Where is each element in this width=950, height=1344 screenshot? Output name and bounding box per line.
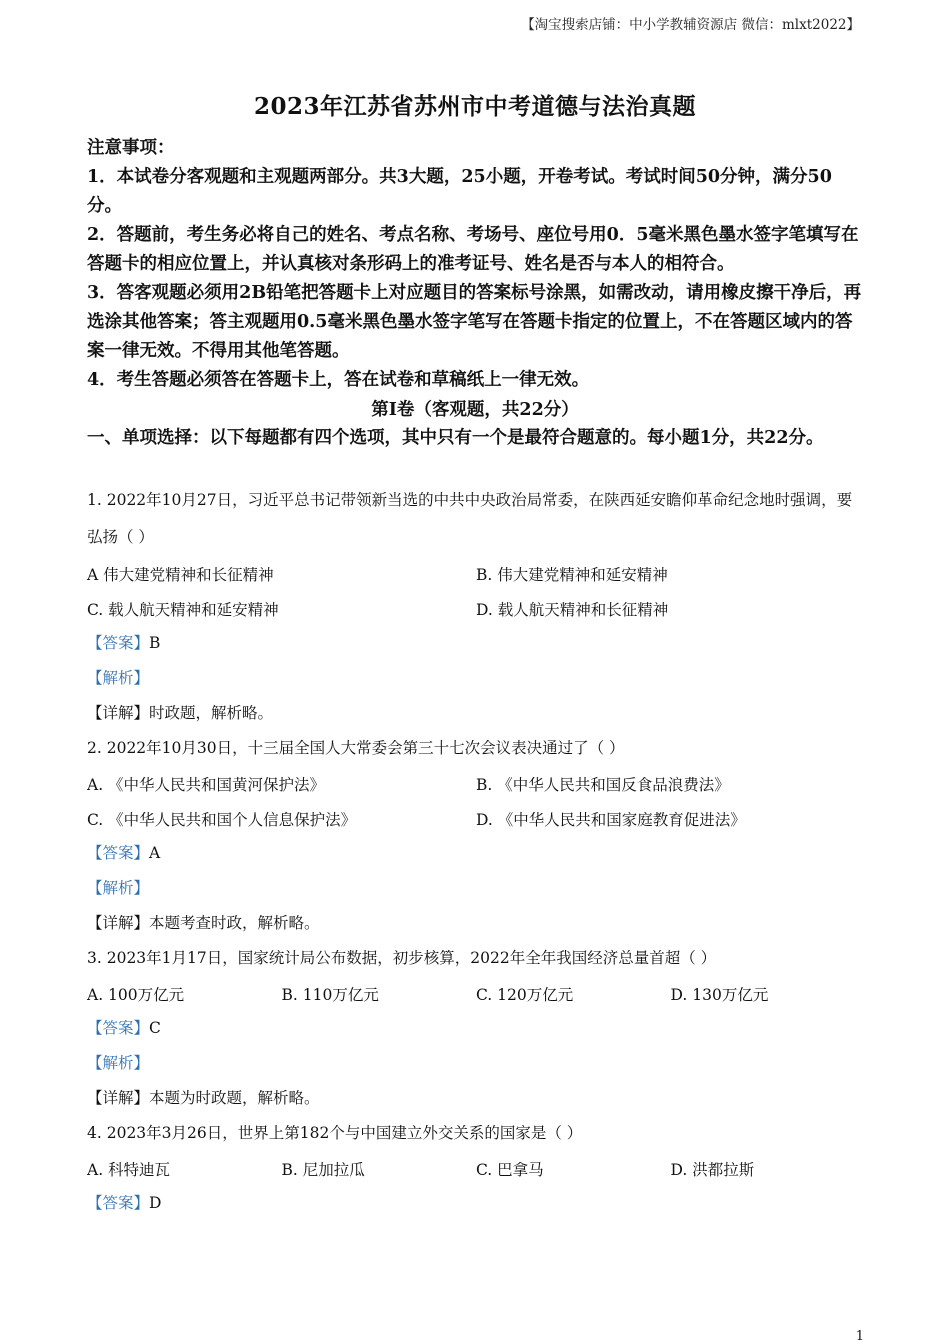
analysis-tag: 【解析】 — [87, 879, 150, 897]
answer-line — [87, 836, 865, 871]
answer-value: C — [149, 1019, 161, 1037]
answer-tag: 【答案】 — [87, 1019, 150, 1037]
analysis-line — [87, 661, 865, 696]
option: C. 载人航天精神和延安精神 — [87, 600, 279, 619]
option: B. 110万亿元 — [281, 985, 379, 1004]
notice-item: 1．本试卷分客观题和主观题两部分。共3大题，25小题，开卷考试。考试时间50分钟，满分50分。 — [87, 167, 832, 216]
option: D. 载人航天精神和长征精神 — [476, 600, 669, 619]
question-stem: 4. 2023年3月26日，世界上第182个与中国建立外交关系的国家是（ ） — [87, 1124, 583, 1142]
page-number: 1 — [855, 1329, 864, 1344]
answer-value: D — [149, 1194, 162, 1212]
analysis-line — [87, 1046, 865, 1081]
analysis-line — [87, 871, 865, 906]
option: C. 120万亿元 — [476, 985, 574, 1004]
option: D. 130万亿元 — [670, 985, 769, 1004]
answer-value: A — [149, 844, 161, 862]
option: A. 100万亿元 — [87, 985, 185, 1004]
detail-tag: 【详解】 — [87, 1089, 150, 1107]
detail-line — [87, 696, 865, 731]
option-row — [87, 766, 865, 801]
detail-text: 本题为时政题，解析略。 — [149, 1089, 320, 1107]
option-row — [87, 1151, 865, 1186]
detail-text: 时政题，解析略。 — [149, 704, 274, 722]
analysis-tag: 【解析】 — [87, 669, 150, 687]
option: B. 伟大建党精神和延安精神 — [476, 565, 668, 584]
answer-tag: 【答案】 — [87, 634, 150, 652]
option: D. 洪都拉斯 — [670, 1160, 755, 1179]
option: C. 巴拿马 — [476, 1160, 544, 1179]
option: B. 《中华人民共和国反食品浪费法》 — [476, 775, 730, 794]
section-title: 第Ⅰ卷（客观题，共22分） — [371, 400, 579, 420]
answer-line — [87, 626, 865, 661]
option-row — [87, 976, 865, 1011]
option-row — [87, 801, 865, 836]
detail-text: 本题考查时政，解析略。 — [149, 914, 320, 932]
option-row — [87, 556, 865, 591]
option: A 伟大建党精神和长征精神 — [87, 565, 274, 584]
questions — [87, 482, 865, 1221]
option: D. 《中华人民共和国家庭教育促进法》 — [476, 810, 746, 829]
notice-item: 2．答题前，考生务必将自己的姓名、考点名称、考场号、座位号用0．5毫米黑色墨水签字笔填写在答题卡的相应位置上，并认真核对条形码上的准考证号、姓名是否与本人的相符合。 — [87, 225, 859, 274]
detail-line — [87, 1081, 865, 1116]
answer-tag: 【答案】 — [87, 1194, 150, 1212]
option: B. 尼加拉瓜 — [281, 1160, 365, 1179]
option: C. 《中华人民共和国个人信息保护法》 — [87, 810, 357, 829]
page-title: 2023年江苏省苏州市中考道德与法治真题 — [253, 93, 696, 120]
answer-line — [87, 1186, 865, 1221]
detail-line — [87, 906, 865, 941]
question-stem: 2. 2022年10月30日，十三届全国人大常委会第三十七次会议表决通过了（ ） — [87, 739, 625, 757]
notice-heading: 注意事项： — [87, 138, 175, 158]
question-stem: 1. 2022年10月27日，习近平总书记带领新当选的中共中央政治局常委，在陕西延安瞻仰革命纪念地时强调，要弘扬（ ） — [87, 491, 853, 546]
notice-item: 4．考生答题必须答在答题卡上，答在试卷和草稿纸上一律无效。 — [87, 370, 590, 390]
option: A. 科特迪瓦 — [87, 1160, 171, 1179]
answer-value: B — [149, 634, 161, 652]
notice-block — [87, 134, 865, 395]
notice-item: 3．答客观题必须用2B铅笔把答题卡上对应题目的答案标号涂黑，如需改动，请用橡皮擦干净后，再选涂其他答案；答主观题用0.5毫米黑色墨水签字笔写在答题卡指定的位置上，不在答题区域内的答案一律无效。不得用其他笔答题。 — [87, 283, 862, 361]
question-stem: 3. 2023年1月17日，国家统计局公布数据，初步核算，2022年全年我国经济总量首超（ ） — [87, 949, 717, 967]
option-row — [87, 591, 865, 626]
part-intro: 一、单项选择：以下每题都有四个选项，其中只有一个是最符合题意的。每小题1分，共22分。 — [87, 428, 824, 448]
answer-line — [87, 1011, 865, 1046]
detail-tag: 【详解】 — [87, 914, 150, 932]
detail-tag: 【详解】 — [87, 704, 150, 722]
header-note: 【淘宝搜索店铺：中小学教辅资源店 微信：mlxt2022】 — [521, 17, 860, 33]
analysis-tag: 【解析】 — [87, 1054, 150, 1072]
answer-tag: 【答案】 — [87, 844, 150, 862]
option: A. 《中华人民共和国黄河保护法》 — [87, 775, 326, 794]
